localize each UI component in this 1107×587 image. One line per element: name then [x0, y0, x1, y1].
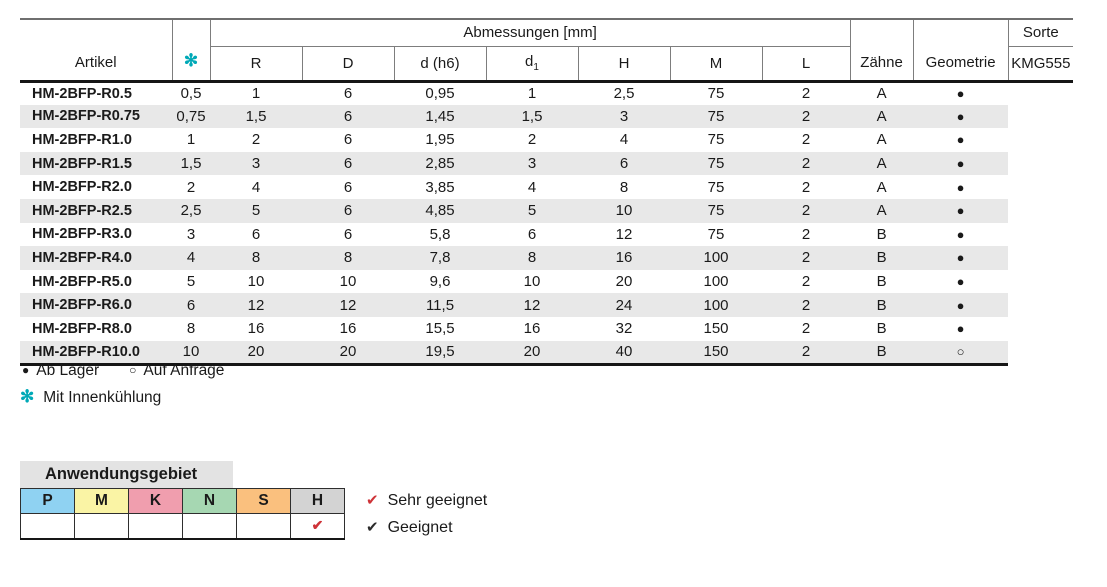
value-cell: 75 [707, 155, 725, 173]
artikel-cell: HM-2BFP-R8.0 [32, 320, 132, 337]
value-cell: 8 [343, 249, 353, 267]
table-row [20, 199, 1073, 223]
value-cell: 4,85 [425, 202, 455, 220]
table-row [20, 175, 1073, 199]
value-cell: 2 [801, 296, 811, 314]
value-cell: 5 [251, 202, 261, 220]
value-cell: 8 [251, 249, 261, 267]
table-row [20, 341, 1073, 365]
value-cell: 6 [251, 225, 261, 243]
value-cell: A [876, 85, 887, 103]
table-row [20, 152, 1073, 176]
value-cell: 24 [615, 296, 633, 314]
value-cell: A [876, 202, 887, 220]
internal-cooling-icon: ✻ [172, 19, 210, 81]
suitability-cell [75, 514, 129, 539]
table-row [20, 246, 1073, 270]
table-row [20, 105, 1073, 129]
column-header-r: R [210, 46, 302, 81]
value-cell: 2 [801, 273, 811, 291]
column-header-sorte: Sorte [1008, 19, 1073, 46]
filled-dot-icon: ● [22, 363, 30, 377]
value-cell: B [876, 320, 887, 338]
value-cell: 4 [527, 178, 537, 196]
value-cell: 100 [703, 249, 729, 267]
open-dot-icon: ○ [913, 341, 1008, 365]
column-header-zaehne: Zähne [850, 19, 913, 81]
value-cell: 0,5 [180, 85, 202, 103]
column-header-m: M [670, 46, 762, 81]
material-group-n: N [183, 489, 237, 514]
value-cell: 5 [527, 202, 537, 220]
value-cell: 6 [343, 107, 353, 125]
filled-dot-icon: ● [956, 274, 965, 290]
filled-dot-icon: ● [956, 250, 965, 266]
value-cell: A [876, 155, 887, 173]
artikel-cell: HM-2BFP-R4.0 [32, 249, 132, 266]
value-cell: 19,5 [394, 341, 486, 365]
value-cell: 1,95 [425, 131, 455, 149]
value-cell: 12 [247, 296, 265, 314]
value-cell: 15,5 [425, 320, 455, 338]
legend-geeignet [366, 518, 487, 537]
value-cell: 4 [619, 131, 629, 149]
column-header-artikel: Artikel [20, 19, 172, 81]
value-cell: 100 [703, 296, 729, 314]
anwendungsgebiet-table [20, 488, 345, 540]
material-group-s: S [237, 489, 291, 514]
value-cell: 2 [801, 202, 811, 220]
filled-dot-icon: ● [956, 297, 965, 313]
value-cell: 10 [339, 273, 357, 291]
value-cell: 150 [703, 320, 729, 338]
anwendung-letters-row [21, 489, 345, 514]
value-cell: 75 [707, 131, 725, 149]
anwendungsgebiet-title: Anwendungsgebiet [20, 461, 233, 488]
artikel-cell: HM-2BFP-R6.0 [32, 297, 132, 314]
value-cell: 6 [343, 178, 353, 196]
value-cell: 8 [186, 320, 196, 338]
table-row [20, 270, 1073, 294]
suitability-cell [129, 514, 183, 539]
value-cell: 16 [339, 320, 357, 338]
value-cell: 75 [707, 85, 725, 103]
value-cell: 2 [801, 85, 811, 103]
value-cell: 75 [707, 178, 725, 196]
value-cell: 10 [172, 341, 210, 365]
value-cell: 12 [615, 225, 633, 243]
value-cell: 3 [527, 155, 537, 173]
value-cell: 3,85 [425, 178, 455, 196]
artikel-cell: HM-2BFP-R1.5 [32, 155, 132, 172]
value-cell: 6 [186, 296, 196, 314]
value-cell: B [876, 296, 887, 314]
value-cell: 1,5 [521, 107, 543, 125]
ab-lager-label: Ab Lager [36, 362, 100, 379]
value-cell: 75 [707, 202, 725, 220]
value-cell: A [876, 178, 887, 196]
value-cell: 2 [801, 225, 811, 243]
value-cell: 10 [247, 273, 265, 291]
value-cell: 20 [302, 341, 394, 365]
value-cell: 4 [251, 178, 261, 196]
value-cell: 2 [186, 178, 196, 196]
table-row [20, 223, 1073, 247]
table-row [20, 81, 1073, 105]
value-cell: 2,85 [425, 155, 455, 173]
value-cell: 1,45 [425, 107, 455, 125]
artikel-cell: HM-2BFP-R2.0 [32, 179, 132, 196]
suitability-cell [237, 514, 291, 539]
auf-anfrage-label: Auf Anfrage [143, 362, 225, 379]
value-cell: A [876, 107, 887, 125]
filled-dot-icon: ● [956, 86, 965, 102]
column-header-d1: $d_1$ [486, 46, 578, 81]
value-cell: 2 [527, 131, 537, 149]
open-dot-icon: ○ [129, 363, 137, 377]
table-row [20, 317, 1073, 341]
filled-dot-icon: ● [956, 321, 965, 337]
value-cell: 11,5 [425, 296, 455, 314]
value-cell: 2 [801, 155, 811, 173]
red-check-icon: ✔ [366, 492, 379, 509]
suitability-cell [21, 514, 75, 539]
product-table-body [20, 81, 1073, 364]
value-cell: 2,5 [613, 85, 635, 103]
value-cell: 2 [801, 131, 811, 149]
suitability-cell: ✔ [291, 514, 345, 539]
filled-dot-icon: ● [956, 108, 965, 124]
value-cell: 9,6 [429, 273, 451, 291]
value-cell: 16 [523, 320, 541, 338]
column-header-geometrie: Geometrie [913, 19, 1008, 81]
value-cell: 100 [703, 273, 729, 291]
column-header-dh6: d (h6) [394, 46, 486, 81]
column-header-l: L [762, 46, 850, 81]
innenkuehlung-label: Mit Innenkühlung [43, 389, 162, 406]
filled-dot-icon: ● [956, 132, 965, 148]
table-row [20, 128, 1073, 152]
value-cell: 2 [762, 341, 850, 365]
value-cell: 4 [186, 249, 196, 267]
value-cell: 20 [615, 273, 633, 291]
value-cell: 1 [527, 85, 537, 103]
artikel-cell: HM-2BFP-R1.0 [32, 131, 132, 148]
artikel-cell: HM-2BFP-R2.5 [32, 202, 132, 219]
value-cell: 16 [247, 320, 265, 338]
value-cell: 20 [210, 341, 302, 365]
value-cell: 6 [619, 155, 629, 173]
geeignet-label: Geeignet [387, 519, 453, 536]
value-cell: 1,5 [180, 155, 202, 173]
value-cell: 6 [343, 131, 353, 149]
value-cell: 1,5 [245, 107, 267, 125]
artikel-cell: HM-2BFP-R3.0 [32, 226, 132, 243]
artikel-cell: HM-2BFP-R0.5 [32, 85, 132, 102]
material-group-h: H [291, 489, 345, 514]
value-cell: 6 [343, 225, 353, 243]
artikel-cell: HM-2BFP-R5.0 [32, 273, 132, 290]
artikel-cell: HM-2BFP-R10.0 [20, 341, 172, 365]
black-check-icon: ✔ [366, 519, 379, 536]
value-cell: 2 [801, 107, 811, 125]
column-header-kmg555: KMG555 [1008, 46, 1073, 81]
anwendung-check-row [21, 514, 345, 539]
value-cell: 75 [707, 107, 725, 125]
product-table [20, 18, 1073, 366]
value-cell: 12 [523, 296, 541, 314]
column-header-d: D [302, 46, 394, 81]
sehr-geeignet-label: Sehr geeignet [387, 492, 488, 509]
value-cell: 8 [527, 249, 537, 267]
value-cell: 5 [186, 273, 196, 291]
stock-legend [22, 362, 224, 380]
filled-dot-icon: ● [956, 203, 965, 219]
value-cell: 3 [186, 225, 196, 243]
value-cell: 2 [801, 178, 811, 196]
value-cell: 6 [527, 225, 537, 243]
suitability-cell [183, 514, 237, 539]
value-cell: 40 [578, 341, 670, 365]
filled-dot-icon: ● [956, 226, 965, 242]
value-cell: 10 [615, 202, 633, 220]
value-cell: 75 [707, 225, 725, 243]
value-cell: 0,95 [425, 85, 455, 103]
value-cell: B [876, 249, 887, 267]
value-cell: 2 [801, 249, 811, 267]
value-cell: 0,75 [176, 107, 206, 125]
value-cell: 150 [670, 341, 762, 365]
value-cell: 20 [486, 341, 578, 365]
suitability-legend [366, 491, 487, 545]
value-cell: 16 [615, 249, 633, 267]
value-cell: 12 [339, 296, 357, 314]
value-cell: 8 [619, 178, 629, 196]
value-cell: 3 [251, 155, 261, 173]
column-header-h: H [578, 46, 670, 81]
material-group-m: M [75, 489, 129, 514]
value-cell: B [850, 341, 913, 365]
value-cell: B [876, 225, 887, 243]
value-cell: 2 [801, 320, 811, 338]
value-cell: 2 [251, 131, 261, 149]
value-cell: 2,5 [180, 202, 202, 220]
value-cell: 3 [619, 107, 629, 125]
value-cell: B [876, 273, 887, 291]
value-cell: 10 [523, 273, 541, 291]
value-cell: 5,8 [429, 225, 451, 243]
value-cell: 6 [343, 202, 353, 220]
group-header-abmessungen: Abmessungen [mm] [210, 19, 850, 46]
value-cell: 7,8 [429, 249, 451, 267]
material-group-p: P [21, 489, 75, 514]
material-group-k: K [129, 489, 183, 514]
value-cell: 32 [615, 320, 633, 338]
value-cell: 6 [343, 85, 353, 103]
internal-cooling-icon: ✻ [20, 387, 35, 406]
filled-dot-icon: ● [956, 179, 965, 195]
table-row [20, 293, 1073, 317]
value-cell: A [876, 131, 887, 149]
filled-dot-icon: ● [956, 156, 965, 172]
value-cell: 6 [343, 155, 353, 173]
value-cell: 1 [186, 131, 196, 149]
artikel-cell: HM-2BFP-R0.75 [32, 108, 140, 125]
cooling-legend [20, 387, 161, 407]
value-cell: 1 [251, 85, 261, 103]
legend-sehr-geeignet [366, 491, 487, 510]
